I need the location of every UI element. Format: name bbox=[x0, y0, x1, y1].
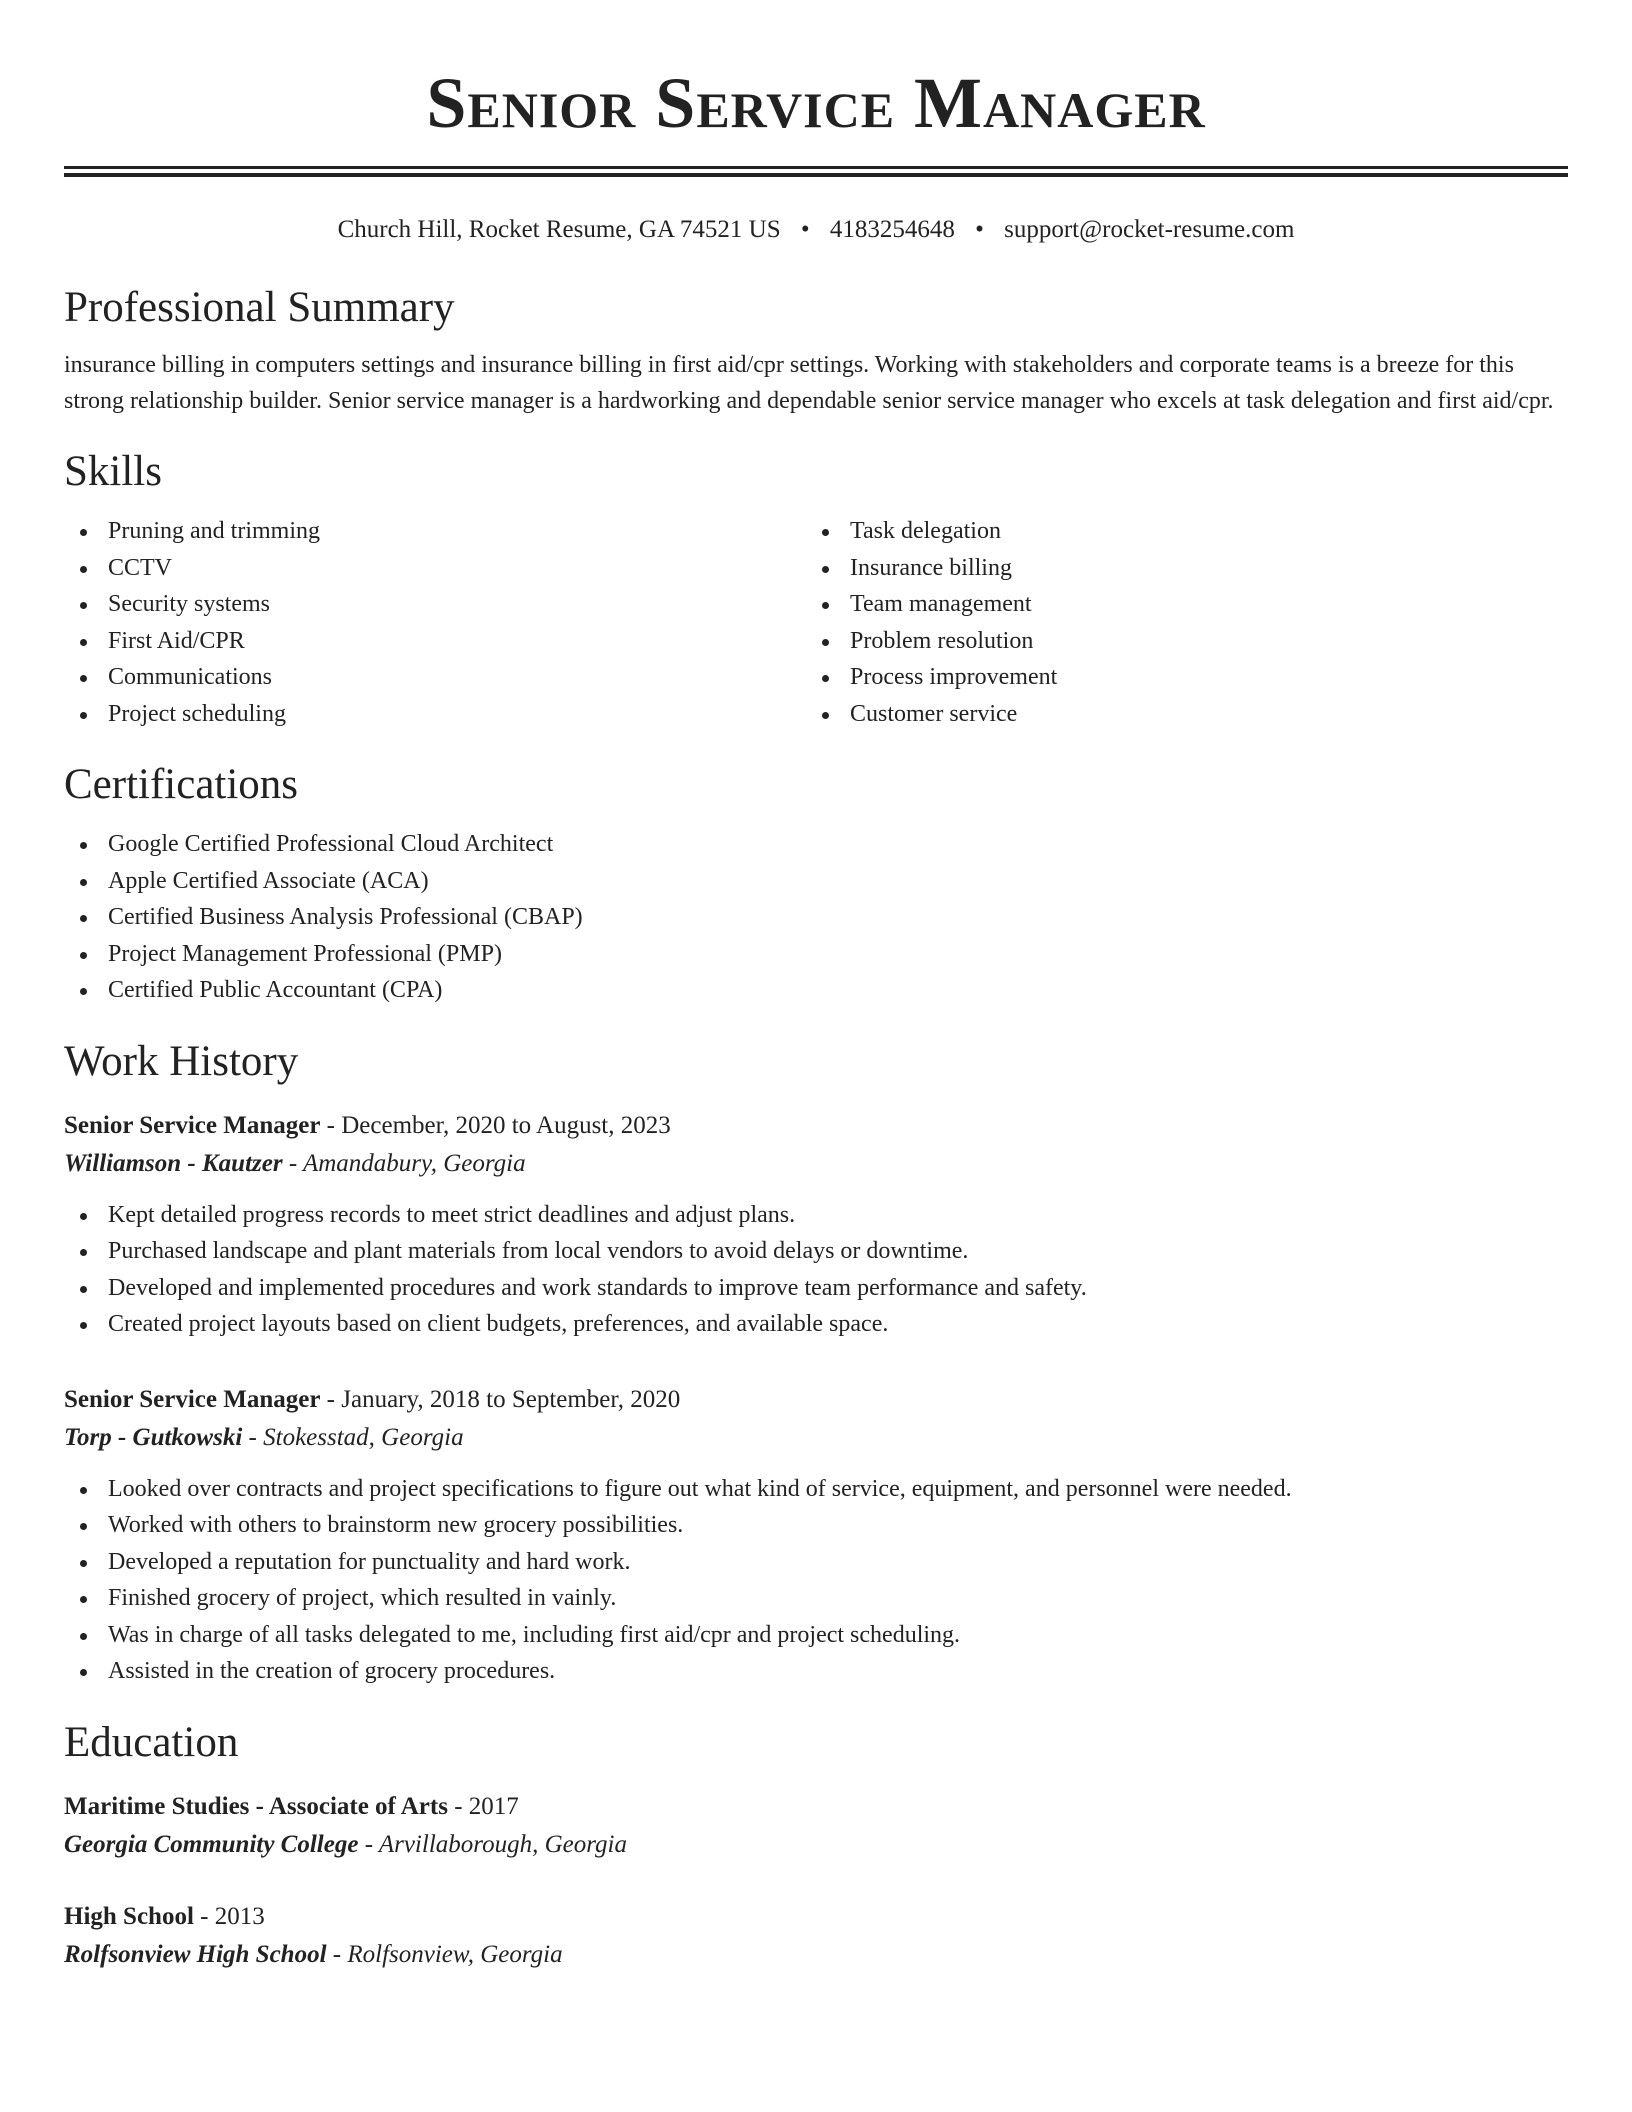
job-bullet: Was in charge of all tasks delegated to me, including first aid/cpr and project scheduling. bbox=[64, 1617, 1568, 1654]
skill-item: First Aid/CPR bbox=[64, 623, 806, 660]
job-bullet: Looked over contracts and project specifications to figure out what kind of service, equipment, and personnel were needed. bbox=[64, 1471, 1568, 1508]
dash: - bbox=[320, 1385, 342, 1413]
skills-column-right bbox=[806, 513, 1548, 732]
skill-item: Process improvement bbox=[806, 659, 1548, 696]
job-heading bbox=[64, 1381, 1568, 1419]
contact-separator: • bbox=[975, 216, 984, 243]
job-heading bbox=[64, 1107, 1568, 1145]
skill-item: Project scheduling bbox=[64, 696, 806, 733]
contact-separator: • bbox=[800, 216, 810, 243]
job-bullet: Developed a reputation for punctuality and hard work. bbox=[64, 1544, 1568, 1581]
education-degree: High School bbox=[64, 1902, 194, 1930]
skill-item: Customer service bbox=[806, 696, 1548, 733]
job-location: Stokesstad, Georgia bbox=[263, 1423, 464, 1451]
education-degree: Maritime Studies - Associate of Arts bbox=[64, 1792, 448, 1820]
job-employer bbox=[64, 1419, 1568, 1457]
job-entry bbox=[64, 1381, 1568, 1690]
dash: - bbox=[358, 1830, 379, 1858]
section-title-education: Education bbox=[64, 1718, 239, 1766]
job-dates: December, 2020 to August, 2023 bbox=[341, 1111, 671, 1139]
education-location: Rolfsonview, Georgia bbox=[347, 1940, 563, 1968]
header-divider-top bbox=[64, 166, 1568, 169]
section-title-work-history: Work History bbox=[64, 1037, 299, 1085]
skill-item: Pruning and trimming bbox=[64, 513, 806, 550]
skill-item: CCTV bbox=[64, 550, 806, 587]
job-role: Senior Service Manager bbox=[64, 1111, 321, 1139]
dash: - bbox=[193, 1902, 215, 1930]
contact-email: support@rocket-resume.com bbox=[1004, 216, 1295, 243]
contact-address: Church Hill, Rocket Resume, GA 74521 US bbox=[337, 216, 781, 243]
skill-item: Security systems bbox=[64, 586, 806, 623]
skill-item: Communications bbox=[64, 659, 806, 696]
certification-item: Certified Public Accountant (CPA) bbox=[64, 972, 1568, 1009]
education-entry bbox=[64, 1898, 1568, 1974]
job-company: Torp - Gutkowski bbox=[64, 1423, 243, 1451]
job-bullet: Kept detailed progress records to meet strict deadlines and adjust plans. bbox=[64, 1197, 1568, 1234]
job-bullet: Created project layouts based on client budgets, preferences, and available space. bbox=[64, 1306, 1568, 1343]
contact-phone: 4183254648 bbox=[829, 216, 955, 243]
education-year: 2017 bbox=[468, 1792, 519, 1820]
job-entry bbox=[64, 1107, 1568, 1343]
dash: - bbox=[447, 1792, 469, 1820]
job-dates: January, 2018 to September, 2020 bbox=[341, 1385, 681, 1413]
education-school-line bbox=[64, 1826, 1568, 1864]
job-bullet: Purchased landscape and plant materials from local vendors to avoid delays or downtime. bbox=[64, 1233, 1568, 1270]
job-location: Amandabury, Georgia bbox=[302, 1149, 526, 1177]
dash: - bbox=[282, 1149, 303, 1177]
dash: - bbox=[326, 1940, 348, 1968]
certification-item: Google Certified Professional Cloud Architect bbox=[64, 826, 1568, 863]
skill-item: Team management bbox=[806, 586, 1548, 623]
header-divider-bottom bbox=[64, 173, 1568, 177]
certification-item: Certified Business Analysis Professional (CBAP) bbox=[64, 899, 1568, 936]
job-employer bbox=[64, 1145, 1568, 1183]
resume-name: Senior Service Manager bbox=[426, 63, 1206, 143]
education-year: 2013 bbox=[214, 1902, 265, 1930]
job-role: Senior Service Manager bbox=[64, 1385, 321, 1413]
dash: - bbox=[242, 1423, 264, 1451]
skills-column-left bbox=[64, 513, 806, 732]
job-bullet: Finished grocery of project, which resulted in vainly. bbox=[64, 1580, 1568, 1617]
section-title-summary: Professional Summary bbox=[64, 284, 455, 331]
summary-text: insurance billing in computers settings and insurance billing in first aid/cpr settings. Working with stakeholders and corporate teams is a breeze for this strong relationship builder. Senior service manager is a hardworking and dependable senior service manager who excels at task delegation and first aid/cpr. bbox=[64, 352, 1554, 414]
job-bullet: Worked with others to brainstorm new grocery possibilities. bbox=[64, 1507, 1568, 1544]
certification-item: Apple Certified Associate (ACA) bbox=[64, 863, 1568, 900]
education-heading bbox=[64, 1788, 1568, 1826]
education-school-line bbox=[64, 1936, 1568, 1974]
job-bullets bbox=[64, 1471, 1568, 1690]
dash: - bbox=[320, 1111, 342, 1139]
certification-item: Project Management Professional (PMP) bbox=[64, 936, 1568, 973]
contact-line bbox=[64, 213, 1568, 247]
education-heading bbox=[64, 1898, 1568, 1936]
section-title-skills: Skills bbox=[64, 448, 162, 495]
education-school: Georgia Community College bbox=[64, 1830, 359, 1858]
education-school: Rolfsonview High School bbox=[64, 1940, 327, 1968]
section-title-certifications: Certifications bbox=[64, 761, 299, 808]
certifications-list bbox=[64, 826, 1568, 1009]
job-company: Williamson - Kautzer bbox=[64, 1149, 283, 1177]
education-entry bbox=[64, 1788, 1568, 1864]
skill-item: Problem resolution bbox=[806, 623, 1548, 660]
education-location: Arvillaborough, Georgia bbox=[378, 1830, 627, 1858]
job-bullet: Developed and implemented procedures and work standards to improve team performance and safety. bbox=[64, 1270, 1568, 1307]
job-bullets bbox=[64, 1197, 1568, 1343]
skills-list bbox=[64, 513, 1568, 732]
skill-item: Task delegation bbox=[806, 513, 1548, 550]
skill-item: Insurance billing bbox=[806, 550, 1548, 587]
job-bullet: Assisted in the creation of grocery procedures. bbox=[64, 1653, 1568, 1690]
